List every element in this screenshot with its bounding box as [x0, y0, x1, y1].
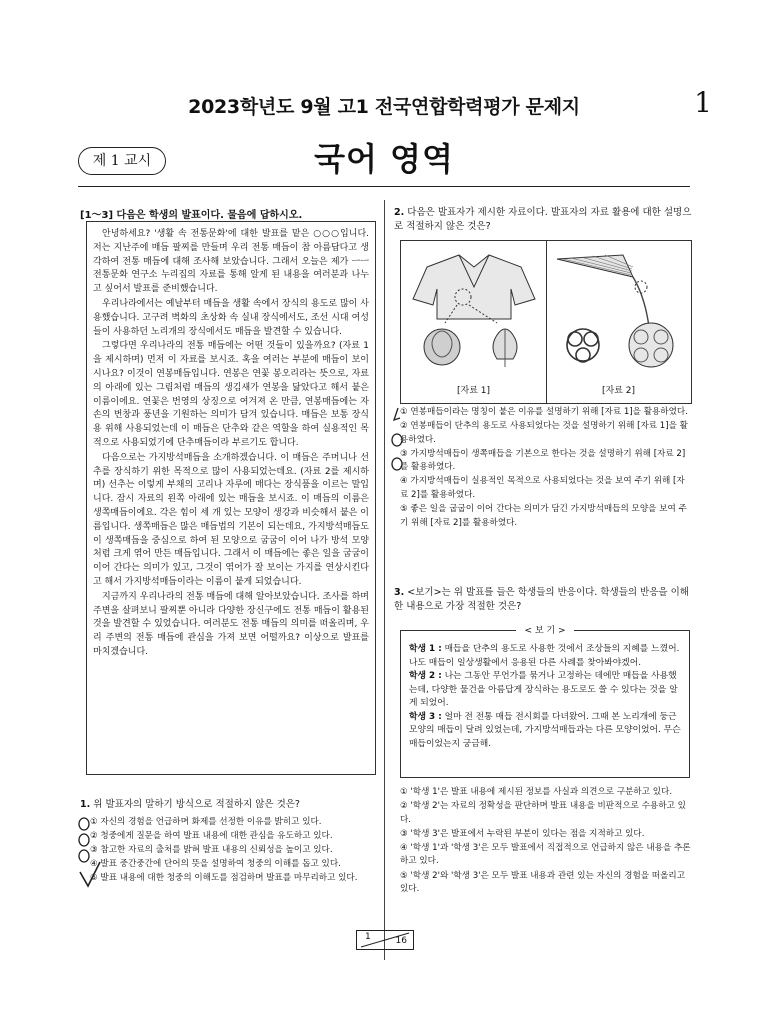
option-4[interactable]: ④ '학생 1'과 '학생 3'은 모두 발표에서 직접적으로 언급하지 않은 내용을 추론하고 있다. [400, 842, 691, 867]
column-divider [384, 200, 385, 960]
question-group-intro: [1～3] 다음은 학생의 발표이다. 물음에 답하시오. [80, 210, 303, 221]
bogi-title: < 보 기 > [401, 625, 689, 639]
student-response: 학생 2 : 나는 그동안 무언가를 묶거나 고정하는 데에만 매듭을 사용했는데, 다양한 물건을 아름답게 장식하는 용도로도 쓸 수 있다는 것을 알게 되었어. [409, 671, 678, 708]
option-4[interactable]: ④ 가지방석매듭이 실용적인 목적으로 사용되었다는 것을 보여 주기 위해 [자료 2]를 활용하였다. [400, 476, 685, 501]
question-3-options [400, 786, 692, 897]
option-1[interactable]: ① '학생 1'은 발표 내용에 제시된 정보를 사실과 의견으로 구분하고 있다. [400, 787, 673, 797]
question-number: 1. [80, 799, 91, 810]
passage-paragraph: 그렇다면 우리나라의 전통 매듭에는 어떤 것들이 있을까요? (자료 1을 제시하며) 먼저 이 자료를 보시죠. 혹을 여러는 부분에 매듭이 보이시나요? 이것이 연봉매듭입니다. 연봉은 연꽃 봉오리라는 뜻으로, 자료의 아래에 있는 그림처럼 매듭의 생김새가 연봉을 닮았다고 해서 붙은 이름이에요. 연꽃은 번영의 상징으로 여겨져 온 만큼, 연봉매듭에는 자손의 번창과 풍년을 기원하는 의미가 담겨 있습니다. 매듭은 보통 장식용 위해 사용되었는데 이 매듭은 단추와 같은 역할을 하여 실용적인 목적으로 사용되었기에 단추매듭이라 부르기도 합니다. [93, 341, 369, 448]
question-number: 3. [394, 587, 405, 598]
option-1[interactable]: ① 연봉매듭이라는 명칭이 붙은 이유를 설명하기 위해 [자료 1]을 활용하였다. [400, 407, 688, 417]
question-2-stem [394, 206, 694, 234]
option-3[interactable]: ③ '학생 3'은 발표에서 누락된 부분이 있다는 점을 지적하고 있다. [400, 828, 645, 839]
option-2[interactable]: ② 연봉매듭이 단추의 용도로 사용되었다는 것을 설명하기 위해 [자료 1]을 활용하였다. [400, 421, 688, 445]
figure-divider [546, 241, 547, 403]
passage-paragraph: 지금까지 우리나라의 전통 매듭에 대해 알아보았습니다. 조사를 하며 주변을 살펴보니 팔찌뿐 아니라 다양한 장신구에도 전통 매듭이 활용된 것을 발견할 수 있었습니다. 여러분도 전통 매듭의 의미를 떠올리며, 우리 주변의 전통 매듭에 관심을 가져 보면 어떨까요? 이상으로 발표를 마치겠습니다. [93, 591, 369, 657]
period-badge: 제 1 교시 [78, 147, 166, 175]
passage-box [86, 221, 376, 775]
option-5[interactable]: ⑤ 발표 내용에 대한 청중의 이해도를 점검하며 발표를 마무리하고 있다. [90, 873, 358, 884]
option-5[interactable]: ⑤ '학생 2'와 '학생 3'은 모두 발표 내용과 관련 있는 자신의 경험을 떠올리고 있다. [400, 870, 686, 895]
bogi-box [400, 626, 690, 778]
option-4[interactable]: ④ 발표 중간중간에 단어의 뜻을 설명하여 청중의 이해를 돕고 있다. [90, 859, 341, 870]
subject-title: 국어 영역 [314, 140, 454, 178]
question-3-stem [394, 586, 694, 614]
page-indicator [356, 930, 414, 950]
option-1[interactable]: ① 자신의 경험을 언급하며 화제를 선정한 이유를 밝히고 있다. [90, 817, 322, 827]
page-number: 1 [694, 86, 712, 119]
question-text: 위 발표자의 말하기 방식으로 적절하지 않은 것은? [93, 799, 300, 810]
fan-knot-illustration [553, 247, 687, 377]
handwritten-marks [388, 404, 408, 474]
student-response: 학생 1 : 매듭을 단추의 용도로 사용한 것에서 조상들의 지혜를 느꼈어. 나도 매듭이 일상생활에서 응용된 다른 사례를 찾아봐야겠어. [409, 644, 680, 668]
option-2[interactable]: ② '학생 2'는 자료의 정확성을 판단하며 발표 내용을 비판적으로 수용하고 있다. [400, 801, 686, 825]
passage-paragraph: 다음으로는 가지방석매듭을 소개하겠습니다. 이 매듭은 주머니나 선추를 장식하기 위한 목적으로 많이 사용되었는데요. (자료 2를 제시하며) 선추는 이렇게 부채의 고리나 자루에 매다는 장식품을 이르는 말입니다. 잠시 자료의 왼쪽 아래에 있는 매듭을 보시죠. 이 매듭의 이름은 생쪽매듭이에요. 각은 힘이 세 개 있는 모양이 생강과 비슷해서 붙은 이름입니다. 생쪽매듭은 많은 매듭법의 기본이 되는데요, 가지방석매듭도 이 생쪽매듭을 중심으로 하여 된 모양으로 굽굽이 이어 나가 방석 모양처럼 크게 엮어 만든 매듭입니다. 그래서 이 매듭에는 좋은 일을 굽굽이 이어 간다는 의미가 있고, 그것이 엮어가 잘 보이는 가지를 연상시킨다고 해서 가지방석매듭이라는 이름이 붙게 되었습니다. [93, 452, 369, 587]
jacket-knot-illustration [407, 247, 541, 377]
passage-paragraph: 안녕하세요? '생활 속 전통문화'에 대한 발표를 맡은 ○○○입니다. 저는 지난주에 매듭 팔찌를 만들며 우리 전통 매듭이 참 아름답다고 생각하여 전통 매듭에 대해 조사해 보았습니다. 그래서 오늘은 제가 ㅡㅡ전통문화 연구소 누리집의 자료를 통해 알게 된 내용을 여러분과 나누고 싶어서 발표를 준비했습니다. [93, 229, 369, 295]
material-figure-box [400, 240, 692, 404]
question-1-options [90, 816, 380, 886]
handwritten-marks [76, 816, 106, 906]
question-text: <보기>는 위 발표를 들은 학생들의 반응이다. 학생들의 반응을 이해한 내용으로 가장 적절한 것은? [394, 587, 689, 612]
student-response: 학생 3 : 얼마 전 전통 매듭 전시회를 다녀왔어. 그때 본 노리개에 둥근 모양의 매듭이 달려 있었는데, 가지방석매듭과는 다른 모양이었어. 무슨 매듭이었는지 궁금해. [409, 711, 681, 749]
passage-paragraph: 우리나라에서는 예날부터 매듭을 생활 속에서 장식의 용도로 많이 사용했습니다. 고구려 벽화의 초상화 속 실내 장식에서도, 조선 시대 여성들이 사용하던 노리개의 장식에서도 매듭을 발견할 수 있습니다. [93, 298, 369, 337]
question-number: 2. [394, 207, 405, 218]
current-page: 1 [365, 932, 371, 942]
caption-material-2: [자료 2] [602, 386, 635, 396]
question-text: 다음은 발표자가 제시한 자료이다. 발표자의 자료 활용에 대한 설명으로 적절하지 않은 것은? [394, 207, 692, 232]
option-5[interactable]: ⑤ 좋은 일을 굽굽이 이어 간다는 의미가 담긴 가지방석매듭의 모양을 보여 주기 위해 [자료 2]를 활용하였다. [400, 504, 687, 528]
caption-material-1: [자료 1] [457, 386, 490, 396]
question-1-stem [80, 798, 380, 812]
option-3[interactable]: ③ 참고한 자료의 출처를 밝혀 발표 내용의 신뢰성을 높이고 있다. [90, 845, 333, 856]
option-2[interactable]: ② 청중에게 질문을 하여 발표 내용에 대한 관심을 유도하고 있다. [90, 831, 333, 842]
exam-title: 2023학년도 9월 고1 전국연합학력평가 문제지 [188, 96, 580, 118]
total-pages: 16 [395, 936, 407, 946]
option-3[interactable]: ③ 가지방석매듭이 생쪽매듭을 기본으로 한다는 것을 설명하기 위해 [자료 2]를 활용하였다. [400, 448, 686, 473]
question-2-options [400, 406, 692, 531]
header-rule [78, 186, 690, 187]
